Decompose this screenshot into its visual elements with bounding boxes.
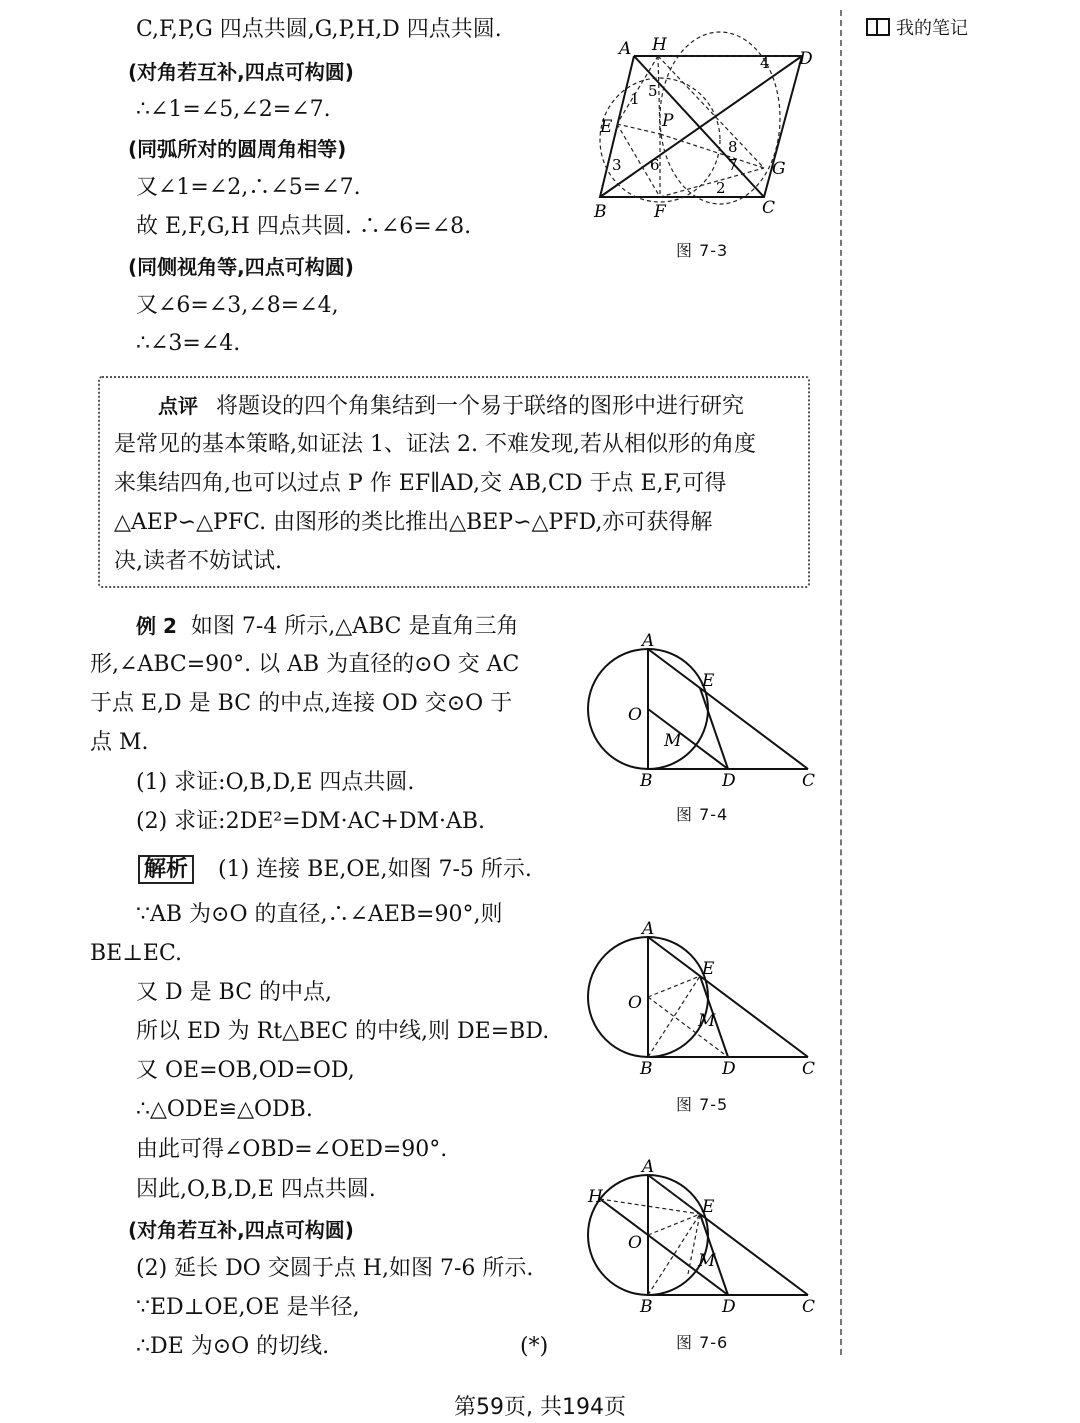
solution-line: 又 D 是 BC 的中点, xyxy=(136,980,333,1005)
solution-line-1 xyxy=(138,856,532,884)
fig76-label-D: D xyxy=(722,1297,736,1316)
proof-line: 故 E,F,G,H 四点共圆. ∴∠6=∠8. xyxy=(136,214,472,239)
commentary-line-1 xyxy=(114,392,744,421)
proof-reason: (同弧所对的圆周角相等) xyxy=(128,137,347,161)
example-line-2: 形,∠ABC=90°. 以 AB 为直径的⊙O 交 AC xyxy=(90,652,520,677)
fig73-angle-2: 2 xyxy=(716,179,726,197)
figure-7-6-caption: 图 7-6 xyxy=(676,1333,729,1352)
fig76-label-O: O xyxy=(628,1233,642,1253)
fig75-label-A: A xyxy=(642,919,655,939)
figure-7-3-caption: 图 7-3 xyxy=(676,241,729,260)
fig74-label-C: C xyxy=(802,771,816,790)
fig73-angle-7: 7 xyxy=(728,156,738,174)
proof-reason: (对角若互补,四点可构圆) xyxy=(128,60,354,84)
figure-7-6 xyxy=(584,1156,824,1316)
fig73-label-H: H xyxy=(652,35,667,55)
question-2: (2) 求证:2DE²=DM·AC+DM·AB. xyxy=(136,809,486,834)
fig73-label-P: P xyxy=(662,111,674,131)
fig76-label-H: H xyxy=(588,1187,603,1207)
fig74-label-B: B xyxy=(640,771,653,790)
fig73-label-D: D xyxy=(799,49,813,69)
solution-line: 因此,O,B,D,E 四点共圆. xyxy=(136,1177,376,1202)
proof-line: ∴∠1=∠5,∠2=∠7. xyxy=(136,97,331,122)
proof-line: ∴∠3=∠4. xyxy=(136,331,241,356)
fig73-angle-3: 3 xyxy=(612,156,622,174)
commentary-line-2: 是常见的基本策略,如证法 1、证法 2. 不难发现,若从相似形的角度 xyxy=(114,432,756,457)
fig73-angle-8: 8 xyxy=(728,138,738,156)
fig73-label-B: B xyxy=(594,202,607,222)
solution-line: (2) 延长 DO 交圆于点 H,如图 7-6 所示. xyxy=(136,1256,534,1281)
commentary-line-3: 来集结四角,也可以过点 P 作 EF∥AD,交 AB,CD 于点 E,F,可得 xyxy=(114,471,727,496)
solution-line: ∵ED⊥OE,OE 是半径, xyxy=(136,1295,360,1320)
example-label: 例 2 xyxy=(136,614,177,638)
fig73-angle-1: 1 xyxy=(630,90,640,108)
example-text: 如图 7-4 所示,△ABC 是直角三角 xyxy=(190,614,519,639)
fig74-label-A: A xyxy=(642,631,655,651)
solution-line: ∴△ODE≌△ODB. xyxy=(136,1097,313,1122)
solution-text: (1) 连接 BE,OE,如图 7-5 所示. xyxy=(218,857,532,882)
fig74-label-O: O xyxy=(628,705,642,725)
fig73-angle-5: 5 xyxy=(648,82,658,100)
question-1: (1) 求证:O,B,D,E 四点共圆. xyxy=(136,770,415,795)
fig76-label-C: C xyxy=(802,1297,816,1316)
solution-tag: 解析 xyxy=(138,855,194,884)
solution-line: 由此可得∠OBD=∠OED=90°. xyxy=(136,1137,448,1162)
solution-line: ∵AB 为⊙O 的直径,∴∠AEB=90°,则 xyxy=(136,902,503,927)
commentary-line-5: 决,读者不妨试试. xyxy=(114,549,282,574)
solution-line: 又 OE=OB,OD=OD, xyxy=(136,1058,355,1083)
solution-line: ∴DE 为⊙O 的切线. xyxy=(136,1334,330,1359)
fig74-label-E: E xyxy=(702,671,715,691)
fig73-angle-4: 4 xyxy=(760,54,770,72)
solution-reason: (对角若互补,四点可构圆) xyxy=(128,1218,354,1242)
commentary-line-4: △AEP∽△PFC. 由图形的类比推出△BEP∽△PFD,亦可获得解 xyxy=(114,510,713,535)
fig76-label-A: A xyxy=(642,1157,655,1177)
commentary-label: 点评 xyxy=(158,394,198,418)
fig75-label-O: O xyxy=(628,993,642,1013)
figure-7-4-caption: 图 7-4 xyxy=(676,805,729,824)
fig76-label-M: M xyxy=(698,1251,716,1271)
fig73-label-F: F xyxy=(654,202,666,222)
example-line-4: 点 M. xyxy=(90,730,149,755)
figure-7-5 xyxy=(584,918,824,1078)
notes-header xyxy=(866,14,968,40)
fig73-label-A: A xyxy=(619,39,632,59)
fig75-label-B: B xyxy=(640,1059,653,1078)
proof-reason: (同侧视角等,四点可构圆) xyxy=(128,255,354,279)
sidebar-divider xyxy=(840,10,842,1355)
figure-7-4 xyxy=(584,630,824,790)
fig73-angle-6: 6 xyxy=(650,156,660,174)
fig76-label-E: E xyxy=(702,1197,715,1217)
example-line-3: 于点 E,D 是 BC 的中点,连接 OD 交⊙O 于 xyxy=(90,691,513,716)
fig73-label-G: G xyxy=(772,159,786,179)
proof-line: 又∠6=∠3,∠8=∠4, xyxy=(136,293,339,318)
fig75-label-C: C xyxy=(802,1059,816,1078)
book-icon xyxy=(866,18,890,36)
commentary-text: 将题设的四个角集结到一个易于联络的图形中进行研究 xyxy=(216,394,745,419)
fig75-label-M: M xyxy=(698,1011,716,1031)
fig73-label-C: C xyxy=(762,198,776,218)
example-line-1 xyxy=(136,612,519,641)
fig76-label-B: B xyxy=(640,1297,653,1316)
equation-marker: (*) xyxy=(520,1334,549,1359)
proof-line: C,F,P,G 四点共圆,G,P,H,D 四点共圆. xyxy=(136,17,502,42)
figure-7-5-caption: 图 7-5 xyxy=(676,1095,729,1114)
fig75-label-E: E xyxy=(702,959,715,979)
proof-line: 又∠1=∠2,∴∠5=∠7. xyxy=(136,175,361,200)
solution-line: 所以 ED 为 Rt△BEC 的中线,则 DE=BD. xyxy=(136,1019,550,1044)
notes-title: 我的笔记 xyxy=(896,18,968,39)
figure-7-3 xyxy=(586,30,826,230)
fig74-label-M: M xyxy=(664,731,682,751)
fig74-label-D: D xyxy=(722,771,736,790)
solution-line: BE⊥EC. xyxy=(90,941,183,966)
fig75-label-D: D xyxy=(722,1059,736,1078)
page-footer: 第59页, 共194页 xyxy=(454,1395,626,1420)
fig73-label-E: E xyxy=(600,117,613,137)
